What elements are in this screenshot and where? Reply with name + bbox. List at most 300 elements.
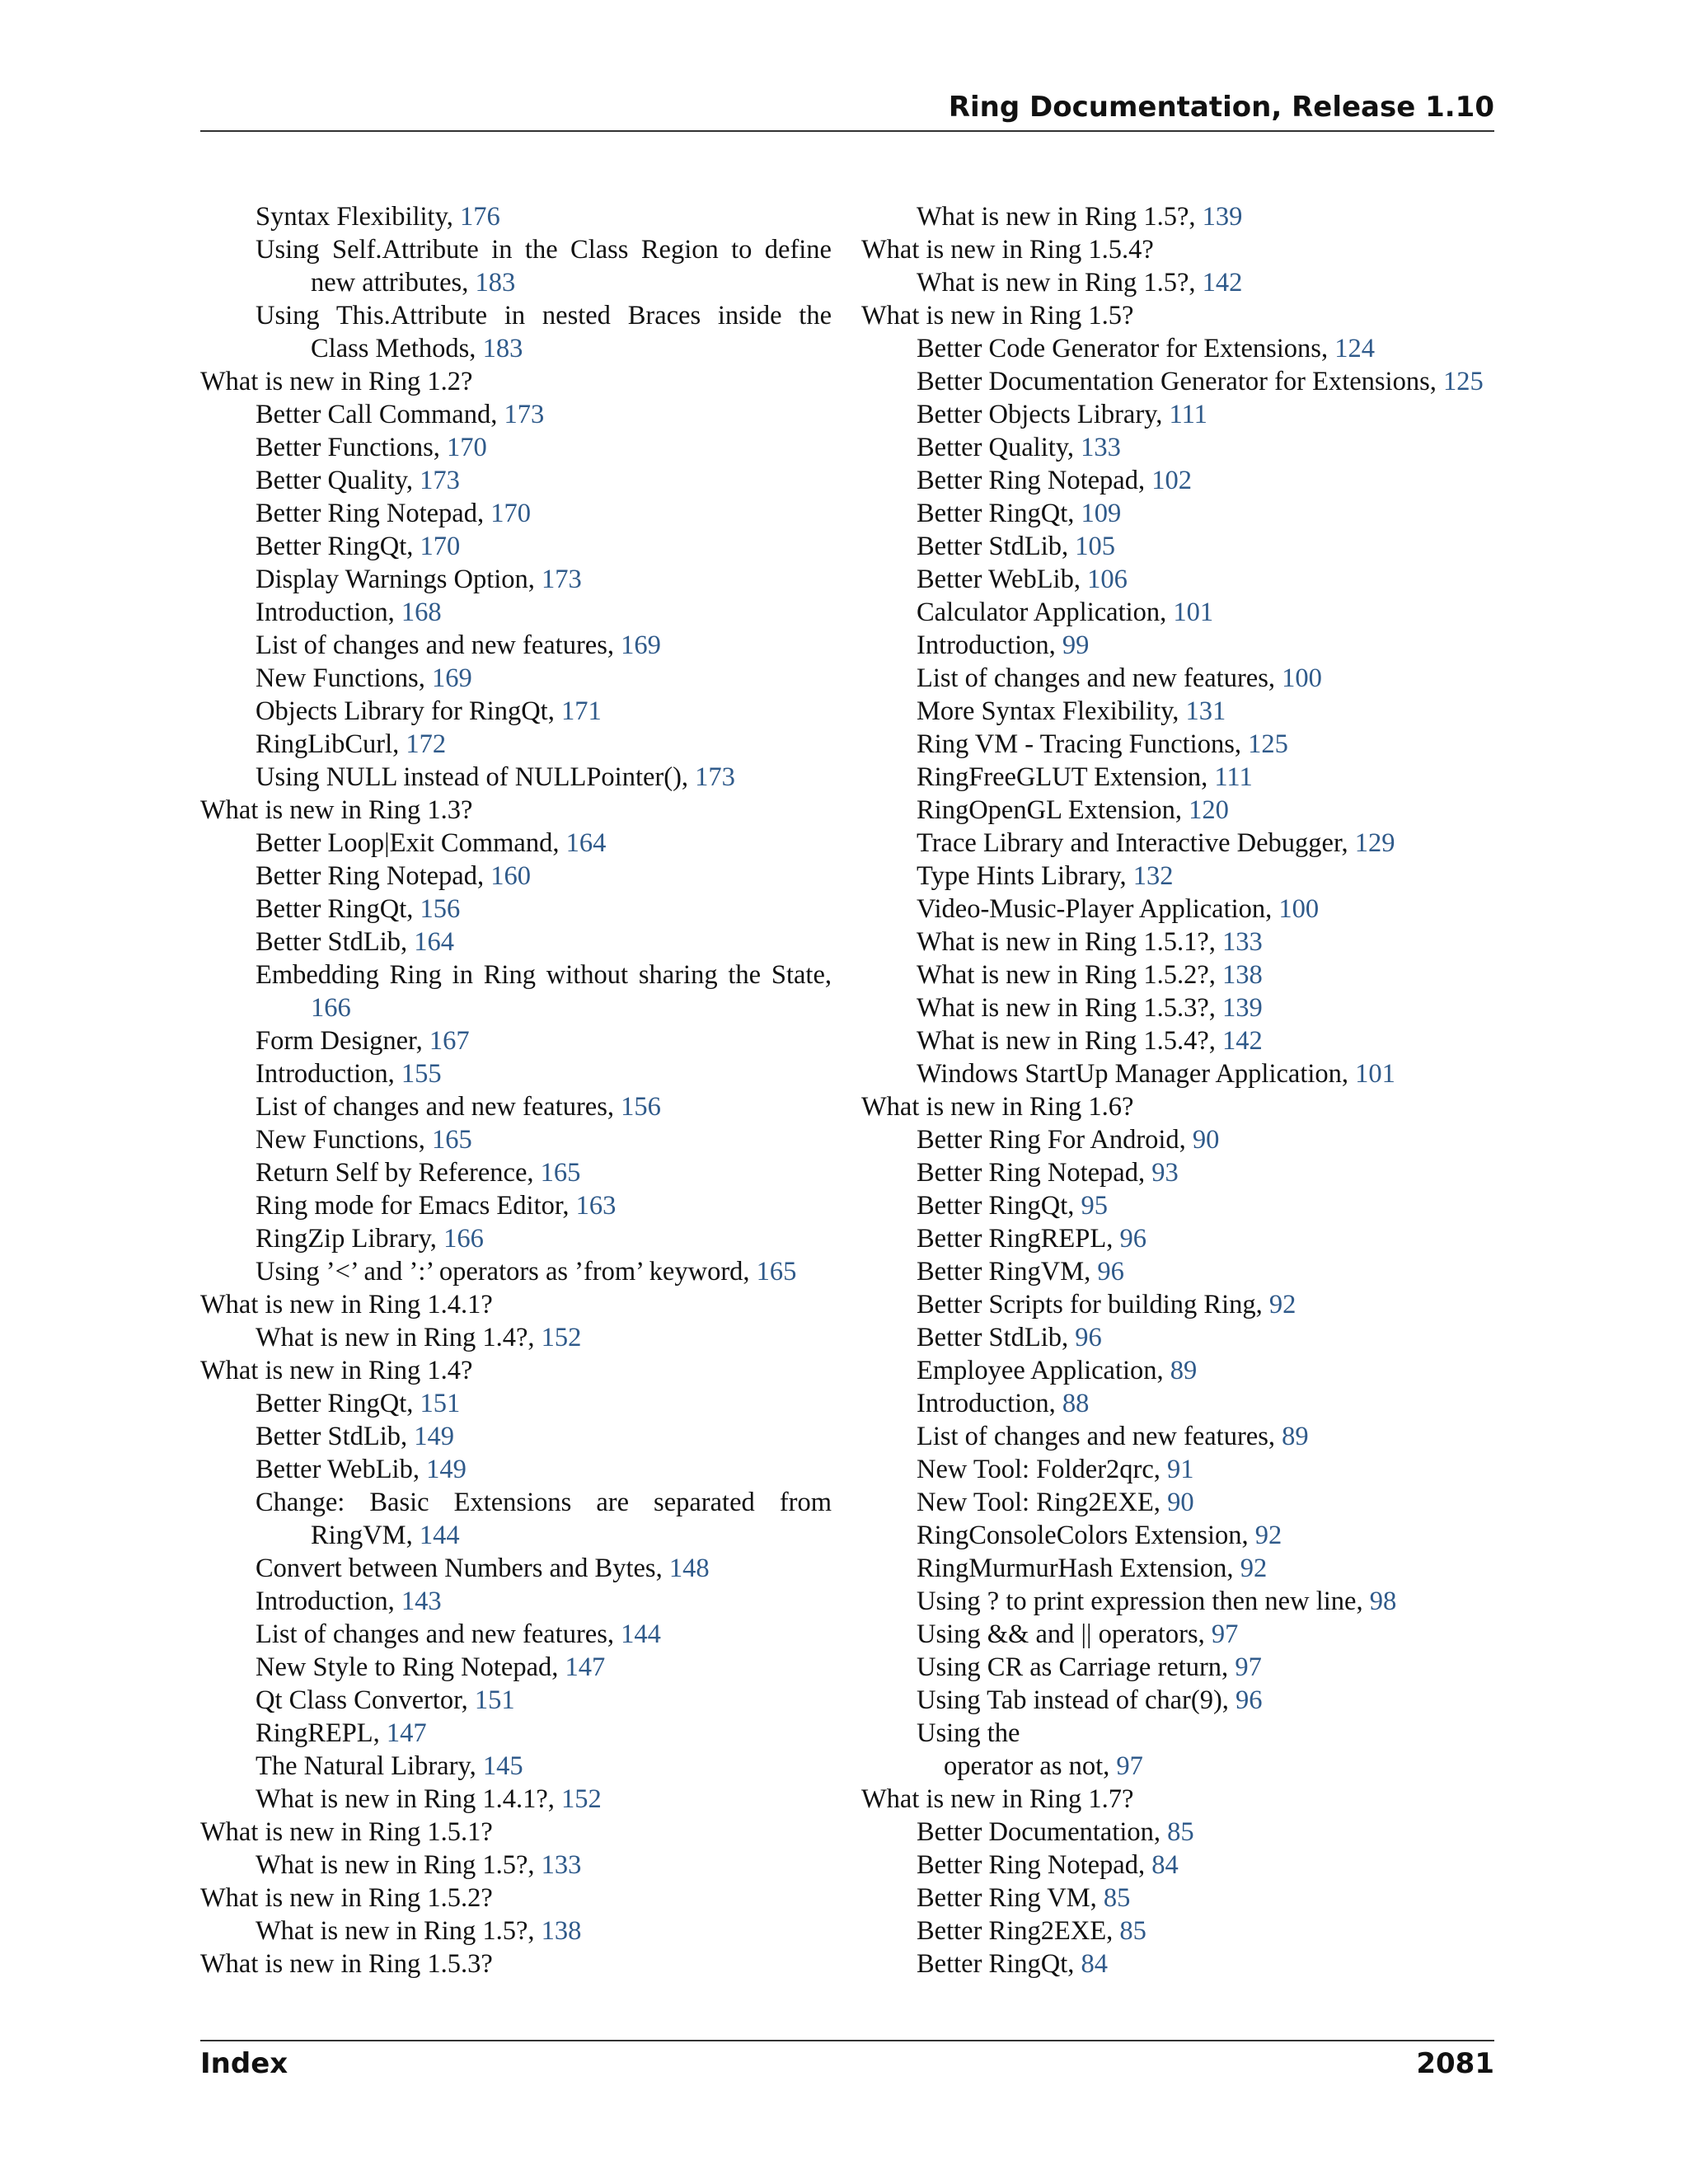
index-entry	[200, 563, 832, 596]
index-entry	[861, 596, 1496, 629]
index-entry-text: Form Designer,	[256, 1026, 429, 1056]
page-link[interactable]: 133	[1081, 433, 1121, 462]
page-link[interactable]: 147	[386, 1718, 427, 1748]
index-entry	[861, 464, 1496, 497]
page-link[interactable]: 111	[1169, 400, 1207, 429]
index-entry-text: What is new in Ring 1.5?	[861, 301, 1134, 330]
page-link[interactable]: 97	[1211, 1619, 1239, 1649]
index-entry-text: Better Code Generator for Extensions,	[917, 334, 1335, 363]
page-link[interactable]: 142	[1222, 1026, 1263, 1056]
index-entry	[861, 1618, 1496, 1651]
index-entry	[861, 1684, 1496, 1717]
page-link[interactable]: 144	[419, 1521, 460, 1550]
page-link[interactable]: 147	[565, 1652, 606, 1682]
page-link[interactable]: 84	[1081, 1949, 1108, 1979]
index-entry-text: Return Self by Reference,	[256, 1158, 541, 1188]
page-link[interactable]: 164	[565, 828, 607, 858]
page-link[interactable]: 101	[1355, 1059, 1395, 1089]
index-entry-text: Change: Basic Extensions are separated from RingVM,	[256, 1488, 832, 1550]
index-entry	[200, 827, 832, 860]
index-entry-text: Better Ring Notepad,	[917, 466, 1152, 495]
index-entry	[861, 200, 1496, 233]
index-entry-text: Better Loop|Exit Command,	[256, 828, 566, 858]
page-link[interactable]: 165	[756, 1257, 797, 1286]
page-link[interactable]: 148	[668, 1554, 710, 1583]
index-entry-text: Using the	[917, 1718, 1020, 1748]
index-entry-text: Introduction,	[256, 1586, 401, 1616]
index-entry-text: Better RingQt,	[917, 499, 1081, 528]
index-entry-text: Better Ring2EXE,	[917, 1916, 1120, 1946]
page-link[interactable]: 160	[490, 861, 531, 891]
index-entry-text: The Natural Library,	[256, 1751, 483, 1781]
page-link[interactable]: 172	[406, 729, 447, 759]
page-link[interactable]: 90	[1167, 1488, 1194, 1517]
footer-page-number: 2081	[1416, 2047, 1494, 2080]
index-entry-text: Objects Library for RingQt,	[256, 696, 561, 726]
index-entry-text: What is new in Ring 1.5?,	[256, 1916, 542, 1946]
index-entry	[200, 1585, 832, 1618]
index-entry-text: Better Quality,	[917, 433, 1081, 462]
index-heading	[200, 1947, 832, 1980]
index-entry-text: What is new in Ring 1.5.1?	[200, 1817, 493, 1847]
page-link[interactable]: 149	[414, 1422, 455, 1451]
page-link[interactable]: 139	[1202, 202, 1243, 232]
index-entry-text: Using Tab instead of char(9),	[917, 1685, 1236, 1715]
page-link[interactable]: 183	[482, 334, 523, 363]
index-entry	[861, 1915, 1496, 1947]
page-link[interactable]: 169	[621, 630, 661, 660]
index-entry	[861, 629, 1496, 662]
index-entry-text: Introduction,	[256, 1059, 401, 1089]
page-link[interactable]: 100	[1282, 663, 1322, 693]
page-link[interactable]: 97	[1116, 1751, 1143, 1781]
page-link[interactable]: 96	[1075, 1323, 1102, 1352]
index-entry-text: List of changes and new features,	[256, 630, 621, 660]
page-link[interactable]: 89	[1170, 1356, 1198, 1385]
page-link[interactable]: 173	[504, 400, 545, 429]
index-entry	[861, 827, 1496, 860]
page-link[interactable]: 99	[1062, 630, 1090, 660]
page-link[interactable]: 93	[1151, 1158, 1179, 1188]
index-entry-text: Using NULL instead of NULLPointer(),	[256, 762, 696, 792]
page-link[interactable]: 151	[474, 1685, 515, 1715]
index-entry-text: What is new in Ring 1.5.4?	[861, 235, 1154, 265]
index-entry	[200, 1057, 832, 1090]
index-heading	[861, 1090, 1496, 1123]
page-link[interactable]: 143	[401, 1586, 442, 1616]
index-entry	[861, 1222, 1496, 1255]
index-entry	[861, 1420, 1496, 1453]
page-link[interactable]: 139	[1222, 993, 1263, 1023]
index-entry	[861, 1156, 1496, 1189]
page-link[interactable]: 91	[1167, 1455, 1194, 1484]
index-entry	[200, 596, 832, 629]
index-entry	[200, 1189, 832, 1222]
page-link[interactable]: 151	[420, 1389, 461, 1418]
index-entry	[861, 860, 1496, 893]
index-entry	[200, 398, 832, 431]
index-entry	[200, 1123, 832, 1156]
index-entry	[861, 1057, 1496, 1090]
page-link[interactable]: 167	[429, 1026, 470, 1056]
page-link[interactable]: 166	[311, 993, 351, 1023]
index-entry-text: operator as not,	[944, 1751, 1117, 1781]
index-heading	[200, 1882, 832, 1915]
index-entry-text: What is new in Ring 1.4.1?	[200, 1290, 493, 1319]
index-entry	[200, 1915, 832, 1947]
page-link[interactable]: 156	[621, 1092, 661, 1122]
index-entry-text: New Functions,	[256, 1125, 432, 1155]
page-link[interactable]: 120	[1189, 795, 1229, 825]
index-entry	[200, 1486, 832, 1552]
index-entry	[861, 1453, 1496, 1486]
index-entry-text: Better StdLib,	[256, 927, 415, 957]
index-entry	[200, 1783, 832, 1816]
page-link[interactable]: 84	[1151, 1850, 1179, 1880]
page-link[interactable]: 125	[1442, 367, 1484, 396]
index-entry	[200, 200, 832, 233]
index-entry-text: What is new in Ring 1.5?,	[917, 202, 1203, 232]
page-link[interactable]: 96	[1097, 1257, 1124, 1286]
index-entry-text: New Tool: Ring2EXE,	[917, 1488, 1168, 1517]
page-link[interactable]: 156	[420, 894, 461, 924]
index-entry-text: Better Objects Library,	[917, 400, 1170, 429]
index-entry-text: Better RingQt,	[256, 532, 420, 561]
index-entry	[200, 530, 832, 563]
page-link[interactable]: 183	[475, 268, 516, 298]
page-link[interactable]: 95	[1081, 1191, 1108, 1221]
index-entry	[200, 431, 832, 464]
page-link[interactable]: 133	[1222, 927, 1263, 957]
page-link[interactable]: 176	[459, 202, 500, 232]
index-entry-text: Better Documentation,	[917, 1817, 1168, 1847]
index-entry	[861, 530, 1496, 563]
page-link[interactable]: 165	[540, 1158, 581, 1188]
index-entry-text: Type Hints Library,	[917, 861, 1133, 891]
page-link[interactable]: 92	[1240, 1554, 1268, 1583]
index-entry	[861, 1651, 1496, 1684]
index-entry	[861, 1585, 1496, 1618]
index-entry-text: Trace Library and Interactive Debugger,	[917, 828, 1355, 858]
index-entry-text: Using Self.Attribute in the Class Region to define new attributes,	[256, 235, 832, 298]
index-entry-text: RingZip Library,	[256, 1224, 444, 1254]
index-entry	[200, 1750, 832, 1783]
index-entry-text: Windows StartUp Manager Application,	[917, 1059, 1356, 1089]
index-entry-text: Syntax Flexibility,	[256, 202, 460, 232]
index-entry	[861, 728, 1496, 761]
index-entry	[200, 1222, 832, 1255]
index-entry	[200, 761, 832, 794]
page-link[interactable]: 132	[1132, 861, 1174, 891]
index-entry	[861, 1189, 1496, 1222]
index-entry-text: What is new in Ring 1.4?,	[256, 1323, 542, 1352]
page-link[interactable]: 164	[414, 927, 455, 957]
index-entry	[200, 629, 832, 662]
index-entry	[861, 1849, 1496, 1882]
index-entry-text: Better Ring Notepad,	[256, 861, 491, 891]
index-entry-text: What is new in Ring 1.2?	[200, 367, 473, 396]
page-link[interactable]: 169	[431, 663, 472, 693]
index-heading	[200, 365, 832, 398]
header-rule	[200, 130, 1494, 132]
page-link[interactable]: 173	[542, 565, 582, 594]
index-entry	[861, 1947, 1496, 1980]
index-entry	[200, 1387, 832, 1420]
index-entry-text: Better Documentation Generator for Extensions,	[917, 367, 1443, 396]
index-entry	[200, 464, 832, 497]
index-entry	[200, 1552, 832, 1585]
index-entry	[861, 431, 1496, 464]
index-entry-text: Better RingREPL,	[917, 1224, 1120, 1254]
index-entry-text: Using CR as Carriage return,	[917, 1652, 1236, 1682]
index-entry	[200, 1255, 832, 1288]
page-link[interactable]: 173	[420, 466, 460, 495]
page-link[interactable]: 124	[1334, 334, 1375, 363]
page-link[interactable]: 165	[431, 1125, 472, 1155]
index-entry	[200, 1090, 832, 1123]
index-entry	[861, 1354, 1496, 1387]
index-entry-text: New Tool: Folder2qrc,	[917, 1455, 1168, 1484]
page-link[interactable]: 105	[1075, 532, 1116, 561]
index-entry	[200, 662, 832, 695]
index-entry	[861, 1750, 1496, 1783]
page-link[interactable]: 102	[1151, 466, 1192, 495]
index-entry	[200, 1651, 832, 1684]
index-entry-text: Introduction,	[256, 598, 401, 627]
index-entry	[200, 497, 832, 530]
page-link[interactable]: 109	[1081, 499, 1122, 528]
index-entry-text: Better RingQt,	[917, 1191, 1081, 1221]
index-entry-text: What is new in Ring 1.5?,	[917, 268, 1203, 298]
index-entry	[200, 958, 832, 1024]
index-entry-text: Better Ring Notepad,	[917, 1158, 1152, 1188]
index-entry	[200, 1024, 832, 1057]
index-entry-text: Ring VM - Tracing Functions,	[917, 729, 1249, 759]
index-entry	[200, 1618, 832, 1651]
index-heading	[200, 794, 832, 827]
index-entry-text: What is new in Ring 1.5.3?	[200, 1949, 493, 1979]
page-link[interactable]: 100	[1278, 894, 1320, 924]
index-entry	[861, 662, 1496, 695]
index-entry-text: What is new in Ring 1.5.3?,	[917, 993, 1222, 1023]
page-link[interactable]: 85	[1119, 1916, 1146, 1946]
index-entry-text: New Style to Ring Notepad,	[256, 1652, 565, 1682]
index-entry	[200, 233, 832, 299]
index-heading	[861, 233, 1496, 266]
index-column-right	[861, 200, 1496, 1980]
page-link[interactable]: 170	[447, 433, 487, 462]
index-entry-text: Better Ring For Android,	[917, 1125, 1193, 1155]
index-entry	[861, 893, 1496, 926]
index-entry-text: Embedding Ring in Ring without sharing the State,	[256, 960, 832, 990]
index-entry-text: RingFreeGLUT Extension,	[917, 762, 1215, 792]
page-link[interactable]: 168	[401, 598, 442, 627]
index-entry-text: Better WebLib,	[256, 1455, 427, 1484]
page-link[interactable]: 171	[560, 696, 602, 726]
index-entry	[200, 1717, 832, 1750]
index-entry	[861, 1123, 1496, 1156]
page-link[interactable]: 155	[401, 1059, 442, 1089]
page-link[interactable]: 144	[621, 1619, 661, 1649]
index-entry	[861, 1882, 1496, 1915]
page-link[interactable]: 111	[1214, 762, 1253, 792]
page-link[interactable]: 170	[420, 532, 461, 561]
footer-rule	[200, 2040, 1494, 2041]
index-entry-text: RingOpenGL Extension,	[917, 795, 1189, 825]
page-link[interactable]: 90	[1192, 1125, 1220, 1155]
page-link[interactable]: 138	[541, 1916, 582, 1946]
index-entry-text: Display Warnings Option,	[256, 565, 542, 594]
index-entry-text: Using && and || operators,	[917, 1619, 1212, 1649]
index-entry	[861, 1321, 1496, 1354]
index-entry-text: RingREPL,	[256, 1718, 387, 1748]
index-entry-text: What is new in Ring 1.5?,	[256, 1850, 542, 1880]
index-entry-text: Better StdLib,	[256, 1422, 415, 1451]
index-entry-text: Using This.Attribute in nested Braces inside the Class Methods,	[256, 301, 832, 363]
index-entry	[861, 1486, 1496, 1519]
index-entry-text: Better Ring Notepad,	[917, 1850, 1152, 1880]
index-heading	[861, 299, 1496, 332]
page-link[interactable]: 85	[1167, 1817, 1194, 1847]
index-entry-text: Better Ring VM,	[917, 1883, 1104, 1913]
index-entry	[200, 1453, 832, 1486]
index-entry-text: Convert between Numbers and Bytes,	[256, 1554, 669, 1583]
index-entry	[200, 728, 832, 761]
index-entry	[200, 1849, 832, 1882]
index-entry-text: What is new in Ring 1.3?	[200, 795, 473, 825]
page-link[interactable]: 138	[1222, 960, 1263, 990]
index-entry-text: What is new in Ring 1.4.1?,	[256, 1784, 561, 1814]
index-entry-text: Better WebLib,	[917, 565, 1088, 594]
page-link[interactable]: 88	[1062, 1389, 1090, 1418]
page-link[interactable]: 98	[1369, 1586, 1397, 1616]
index-entry	[861, 1717, 1496, 1750]
index-entry	[200, 1321, 832, 1354]
index-entry-text: Better StdLib,	[917, 1323, 1076, 1352]
index-entry-text: Using ? to print expression then new line,	[917, 1586, 1370, 1616]
index-entry-text: Better RingQt,	[917, 1949, 1081, 1979]
index-entry-text: Video-Music-Player Application,	[917, 894, 1279, 924]
index-heading	[861, 1783, 1496, 1816]
page-link[interactable]: 129	[1354, 828, 1395, 858]
index-entry-text: What is new in Ring 1.5.4?,	[917, 1026, 1222, 1056]
page-link[interactable]: 173	[695, 762, 735, 792]
index-entry-text: Better RingVM,	[917, 1257, 1098, 1286]
page-link[interactable]: 133	[541, 1850, 582, 1880]
index-entry	[200, 1420, 832, 1453]
index-entry	[200, 893, 832, 926]
page-link[interactable]: 92	[1254, 1521, 1282, 1550]
index-entry-text: Better RingQt,	[256, 1389, 420, 1418]
index-entry-text: Using ’<’ and ’:’ operators as ’from’ keyword,	[256, 1257, 757, 1286]
page-link[interactable]: 125	[1248, 729, 1288, 759]
index-entry-text: RingMurmurHash Extension,	[917, 1554, 1240, 1583]
page-link[interactable]: 92	[1268, 1290, 1296, 1319]
page-link[interactable]: 152	[541, 1323, 582, 1352]
index-entry	[861, 497, 1496, 530]
index-entry-text: Better Call Command,	[256, 400, 504, 429]
index-entry-text: List of changes and new features,	[917, 1422, 1282, 1451]
index-entry	[861, 1255, 1496, 1288]
index-entry	[861, 1519, 1496, 1552]
index-entry-text: What is new in Ring 1.5.1?,	[917, 927, 1222, 957]
index-entry	[200, 299, 832, 365]
page-link[interactable]: 149	[426, 1455, 467, 1484]
index-entry	[861, 1816, 1496, 1849]
index-entry-text: Better Ring Notepad,	[256, 499, 491, 528]
index-entry	[200, 860, 832, 893]
index-entry	[861, 266, 1496, 299]
index-entry-text: What is new in Ring 1.7?	[861, 1784, 1134, 1814]
page-link[interactable]: 85	[1103, 1883, 1131, 1913]
index-entry	[861, 926, 1496, 958]
index-entry	[200, 695, 832, 728]
index-entry-text: RingLibCurl,	[256, 729, 406, 759]
index-entry-text: More Syntax Flexibility,	[917, 696, 1186, 726]
index-entry	[200, 1684, 832, 1717]
page-link[interactable]: 131	[1185, 696, 1226, 726]
page-link[interactable]: 170	[490, 499, 531, 528]
index-heading	[200, 1354, 832, 1387]
page-link[interactable]: 142	[1202, 268, 1243, 298]
index-entry	[861, 794, 1496, 827]
index-entry-text: List of changes and new features,	[256, 1619, 621, 1649]
page-link[interactable]: 96	[1236, 1685, 1263, 1715]
page-link[interactable]: 106	[1087, 565, 1128, 594]
footer-section-label: Index	[200, 2047, 288, 2080]
page-link[interactable]: 97	[1235, 1652, 1262, 1682]
index-entry-text: What is new in Ring 1.5.2?	[200, 1883, 493, 1913]
index-entry-text: Ring mode for Emacs Editor,	[256, 1191, 576, 1221]
index-entry-text: What is new in Ring 1.4?	[200, 1356, 473, 1385]
page-link[interactable]: 152	[561, 1784, 602, 1814]
index-entry-text: What is new in Ring 1.6?	[861, 1092, 1134, 1122]
index-entry-text: Qt Class Convertor,	[256, 1685, 475, 1715]
index-entry	[861, 1552, 1496, 1585]
index-entry	[200, 1156, 832, 1189]
index-entry-text: What is new in Ring 1.5.2?,	[917, 960, 1222, 990]
index-entry	[861, 761, 1496, 794]
page-link[interactable]: 145	[482, 1751, 523, 1781]
index-column-left	[200, 200, 832, 1980]
index-entry	[861, 563, 1496, 596]
index-heading	[200, 1288, 832, 1321]
index-entry-text: Better RingQt,	[256, 894, 420, 924]
index-entry	[200, 926, 832, 958]
index-entry	[861, 991, 1496, 1024]
index-entry	[861, 958, 1496, 991]
index-entry-text: Introduction,	[917, 1389, 1062, 1418]
index-entry	[861, 332, 1496, 365]
running-header-title: Ring Documentation, Release 1.10	[948, 91, 1494, 124]
index-entry-text: Better Scripts for building Ring,	[917, 1290, 1269, 1319]
index-entry-text: Better StdLib,	[917, 532, 1076, 561]
page-link[interactable]: 89	[1282, 1422, 1309, 1451]
index-entry-text: RingConsoleColors Extension,	[917, 1521, 1255, 1550]
index-entry-text: Introduction,	[917, 630, 1062, 660]
index-entry-text: List of changes and new features,	[917, 663, 1282, 693]
page-link[interactable]: 101	[1173, 598, 1214, 627]
index-entry-text: Better Quality,	[256, 466, 420, 495]
index-entry	[861, 398, 1496, 431]
index-heading	[200, 1816, 832, 1849]
index-entry	[861, 695, 1496, 728]
index-entry	[861, 1387, 1496, 1420]
page-link[interactable]: 166	[443, 1224, 484, 1254]
page-link[interactable]: 96	[1119, 1224, 1146, 1254]
page-link[interactable]: 163	[575, 1191, 617, 1221]
index-entry-text: New Functions,	[256, 663, 432, 693]
